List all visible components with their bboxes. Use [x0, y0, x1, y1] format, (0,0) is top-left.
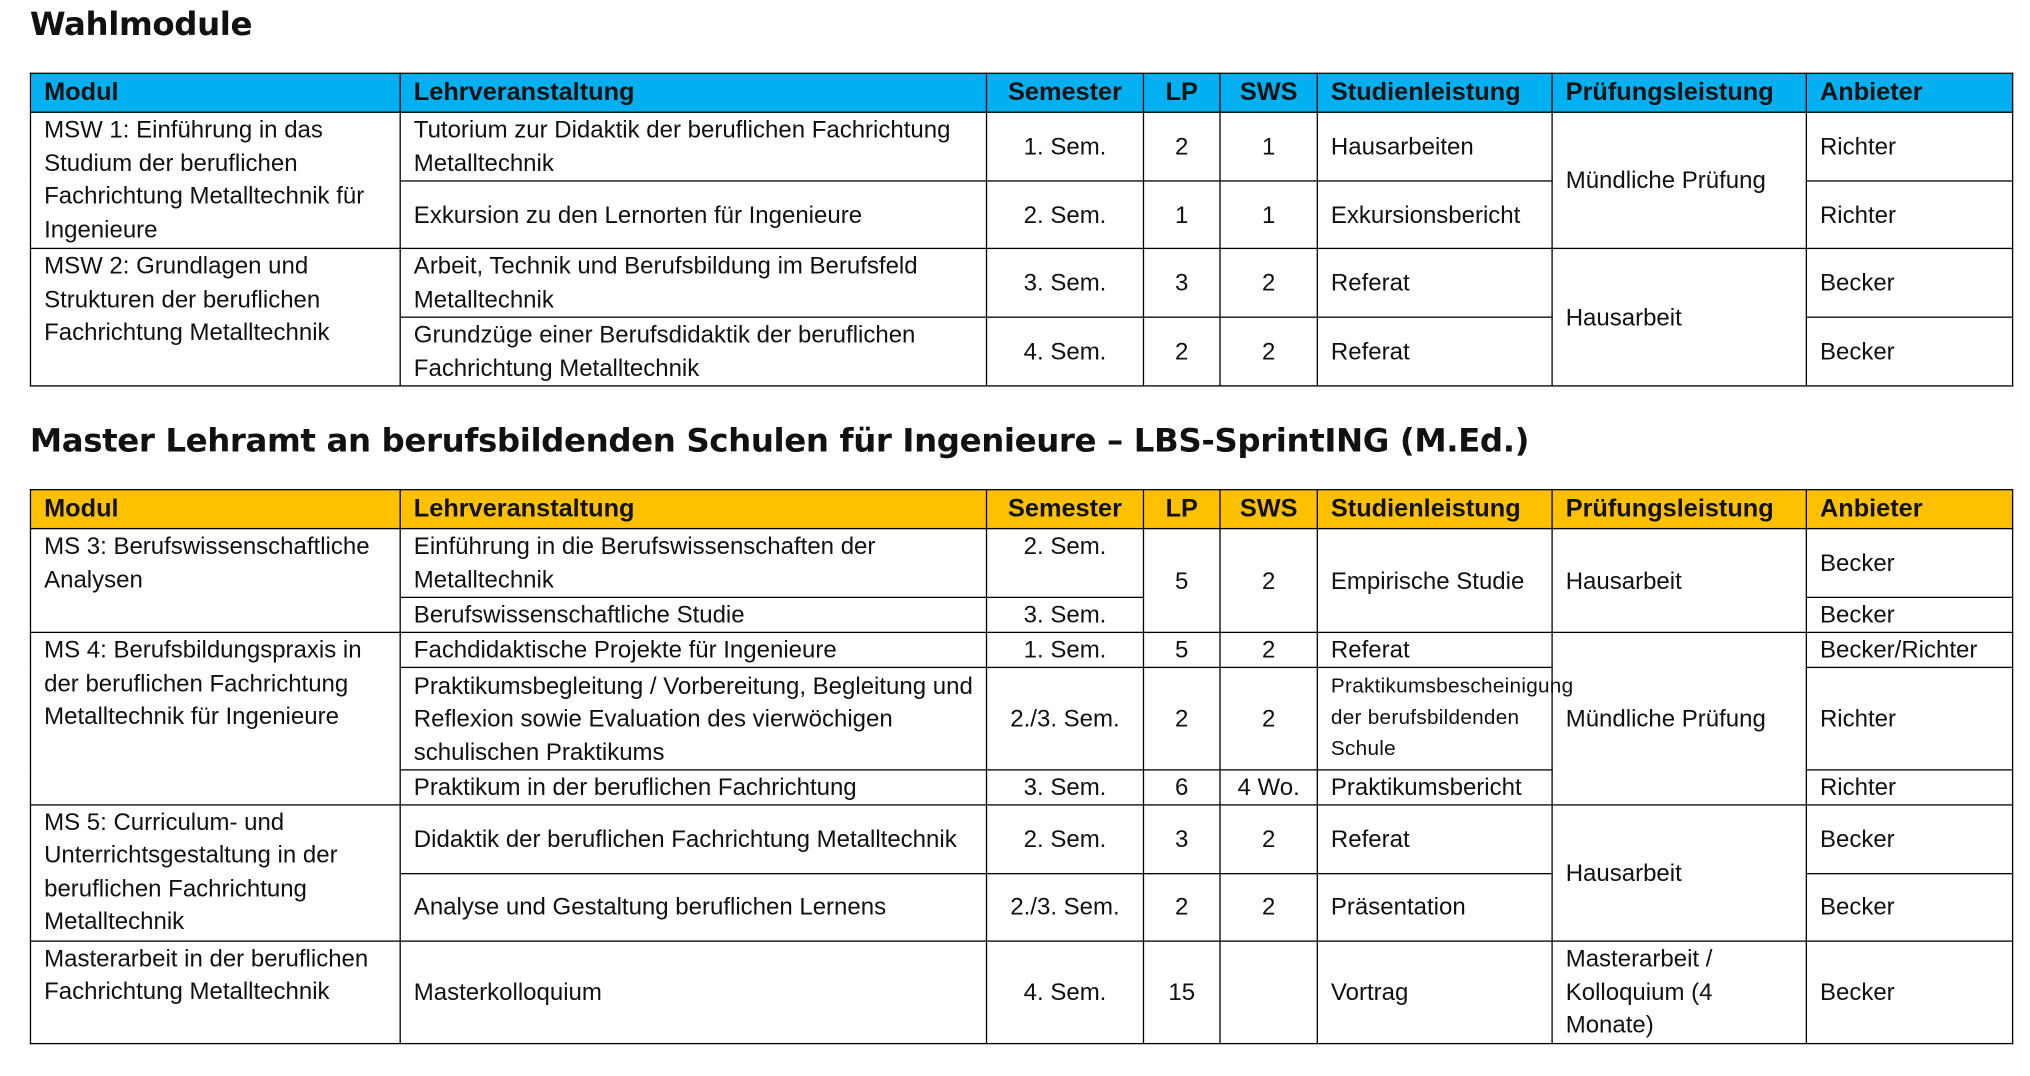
lp-cell: 5 — [1143, 529, 1220, 633]
modul-cell: MSW 1: Einführung in das Studium der beruflichen Fachrichtung Metalltechnik für Ingenieure — [30, 112, 400, 248]
pruefung-cell: Masterarbeit / Kolloquium (4 Monate) — [1552, 941, 1806, 1043]
modul-cell: MS 4: Berufsbildungspraxis in der beruflichen Fachrichtung Metalltechnik für Ingenieure — [30, 632, 400, 804]
lv-cell: Grundzüge einer Berufsdidaktik der beruflichen Fachrichtung Metalltechnik — [400, 317, 986, 386]
semester-cell: 2. Sem. — [987, 181, 1144, 248]
header-studienleistung: Studienleistung — [1317, 73, 1552, 112]
table-row — [30, 529, 2012, 598]
lv-cell: Didaktik der beruflichen Fachrichtung Metalltechnik — [400, 804, 986, 873]
sws-cell: 2 — [1220, 804, 1317, 873]
header-lehrveranstaltung: Lehrveranstaltung — [400, 490, 986, 529]
lv-cell: Analyse und Gestaltung beruflichen Lernens — [400, 873, 986, 940]
lv-cell: Masterkolloquium — [400, 941, 986, 1043]
semester-cell: 2. Sem. — [987, 804, 1144, 873]
semester-cell: 1. Sem. — [987, 112, 1144, 181]
pruefung-cell: Mündliche Prüfung — [1552, 632, 1806, 804]
header-semester: Semester — [987, 73, 1144, 112]
section-title-master: Master Lehramt an berufsbildenden Schulen für Ingenieure – LBS-SprintING (M.Ed.) — [29, 421, 1530, 460]
pruefung-cell: Hausarbeit — [1552, 529, 1806, 633]
table-header-row — [30, 73, 2012, 112]
lp-cell: 2 — [1143, 112, 1220, 181]
studienleistung-cell: Referat — [1317, 248, 1552, 317]
lp-cell: 3 — [1143, 248, 1220, 317]
header-modul: Modul — [30, 73, 400, 112]
lp-cell: 2 — [1143, 667, 1220, 769]
lv-cell: Tutorium zur Didaktik der beruflichen Fachrichtung Metalltechnik — [400, 112, 986, 181]
header-pruefungsleistung: Prüfungsleistung — [1552, 490, 1806, 529]
studienleistung-cell: Exkursionsbericht — [1317, 181, 1552, 248]
wahlmodule-table — [30, 73, 2013, 387]
header-lp: LP — [1143, 73, 1220, 112]
studienleistung-cell: Empirische Studie — [1317, 529, 1552, 633]
sws-cell: 2 — [1220, 873, 1317, 940]
semester-cell: 3. Sem. — [987, 770, 1144, 804]
lv-cell: Fachdidaktische Projekte für Ingenieure — [400, 632, 986, 667]
lv-cell: Praktikumsbegleitung / Vorbereitung, Begleitung und Reflexion sowie Evaluation des vierwöchigen schulischen Praktikums — [400, 667, 986, 769]
lv-cell: Berufswissenschaftliche Studie — [400, 597, 986, 632]
lp-cell: 2 — [1143, 873, 1220, 940]
table-row — [30, 112, 2012, 181]
anbieter-cell: Becker — [1806, 804, 2012, 873]
table-header-row — [30, 490, 2012, 529]
semester-cell: 2./3. Sem. — [987, 873, 1144, 940]
anbieter-cell: Becker — [1806, 248, 2012, 317]
header-lp: LP — [1143, 490, 1220, 529]
semester-cell: 1. Sem. — [987, 632, 1144, 667]
semester-cell: 4. Sem. — [987, 941, 1144, 1043]
anbieter-cell: Richter — [1806, 770, 2012, 804]
table-row — [30, 804, 2012, 873]
semester-cell: 4. Sem. — [987, 317, 1144, 386]
lv-cell: Praktikum in der beruflichen Fachrichtung — [400, 770, 986, 804]
sws-cell: 2 — [1220, 632, 1317, 667]
modul-cell: Masterarbeit in der beruflichen Fachrichtung Metalltechnik — [30, 941, 400, 1043]
studienleistung-cell: Präsentation — [1317, 873, 1552, 940]
studienleistung-cell: Referat — [1317, 317, 1552, 386]
semester-cell: 3. Sem. — [987, 597, 1144, 632]
anbieter-cell: Becker — [1806, 529, 2012, 598]
header-anbieter: Anbieter — [1806, 73, 2012, 112]
section-title-wahlmodule: Wahlmodule — [29, 5, 253, 43]
header-anbieter: Anbieter — [1806, 490, 2012, 529]
studienleistung-cell: Referat — [1317, 632, 1552, 667]
table-row — [30, 632, 2012, 667]
pruefung-cell: Hausarbeit — [1552, 248, 1806, 386]
sws-cell: 2 — [1220, 667, 1317, 769]
modul-cell: MSW 2: Grundlagen und Strukturen der beruflichen Fachrichtung Metalltechnik — [30, 248, 400, 386]
lp-cell: 5 — [1143, 632, 1220, 667]
sws-cell: 4 Wo. — [1220, 770, 1317, 804]
studienleistung-cell: Hausarbeiten — [1317, 112, 1552, 181]
pruefung-cell: Mündliche Prüfung — [1552, 112, 1806, 248]
table-row — [30, 248, 2012, 317]
sws-cell: 2 — [1220, 317, 1317, 386]
header-semester: Semester — [987, 490, 1144, 529]
header-pruefungsleistung: Prüfungsleistung — [1552, 73, 1806, 112]
sws-cell — [1220, 941, 1317, 1043]
header-lehrveranstaltung: Lehrveranstaltung — [400, 73, 986, 112]
anbieter-cell: Richter — [1806, 112, 2012, 181]
master-table — [30, 489, 2013, 1044]
header-sws: SWS — [1220, 73, 1317, 112]
sws-cell: 2 — [1220, 529, 1317, 633]
lp-cell: 1 — [1143, 181, 1220, 248]
header-modul: Modul — [30, 490, 400, 529]
modul-cell: MS 5: Curriculum- und Unterrichtsgestaltung in der beruflichen Fachrichtung Metalltechnik — [30, 804, 400, 940]
sws-cell: 1 — [1220, 181, 1317, 248]
anbieter-cell: Richter — [1806, 667, 2012, 769]
header-studienleistung: Studienleistung — [1317, 490, 1552, 529]
modul-cell: MS 3: Berufswissenschaftliche Analysen — [30, 529, 400, 633]
lv-cell: Arbeit, Technik und Berufsbildung im Berufsfeld Metalltechnik — [400, 248, 986, 317]
sws-cell: 2 — [1220, 248, 1317, 317]
sws-cell: 1 — [1220, 112, 1317, 181]
studienleistung-cell: Praktikumsbericht — [1317, 770, 1552, 804]
anbieter-cell: Becker — [1806, 873, 2012, 940]
anbieter-cell: Becker — [1806, 597, 2012, 632]
lp-cell: 3 — [1143, 804, 1220, 873]
anbieter-cell: Becker — [1806, 317, 2012, 386]
header-sws: SWS — [1220, 490, 1317, 529]
semester-cell: 2. Sem. — [987, 529, 1144, 598]
studienleistung-cell: Referat — [1317, 804, 1552, 873]
anbieter-cell: Richter — [1806, 181, 2012, 248]
semester-cell: 2./3. Sem. — [987, 667, 1144, 769]
anbieter-cell: Becker — [1806, 941, 2012, 1043]
table-row — [30, 941, 2012, 1043]
pruefung-cell: Hausarbeit — [1552, 804, 1806, 940]
studienleistung-cell: Praktikumsbescheinigung der berufsbildenden Schule — [1317, 667, 1552, 769]
lv-cell: Exkursion zu den Lernorten für Ingenieure — [400, 181, 986, 248]
lp-cell: 15 — [1143, 941, 1220, 1043]
semester-cell: 3. Sem. — [987, 248, 1144, 317]
studienleistung-cell: Vortrag — [1317, 941, 1552, 1043]
lp-cell: 2 — [1143, 317, 1220, 386]
lv-cell: Einführung in die Berufswissenschaften der Metalltechnik — [400, 529, 986, 598]
lp-cell: 6 — [1143, 770, 1220, 804]
anbieter-cell: Becker/Richter — [1806, 632, 2012, 667]
